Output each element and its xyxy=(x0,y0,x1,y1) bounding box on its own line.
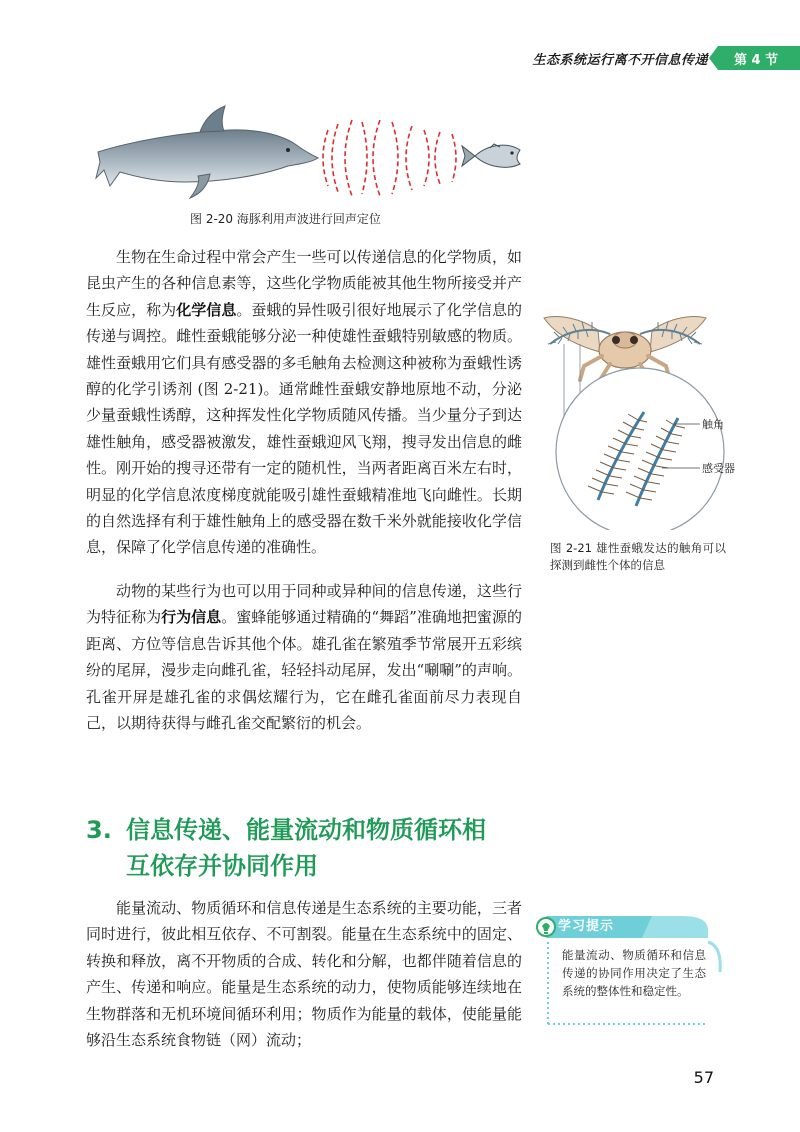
paragraph-text: 。蚕蛾的异性吸引很好地展示了化学信息的传递与调控。雌性蚕蛾能够分泌一种使雄性蚕蛾特别敏感的物质。雄性蚕蛾用它们具有感受器的多毛触角去检测这种被称为蚕蛾性诱醇的化学引诱剂 (图 2-21)。通常雌性蚕蛾安静地原地不动，分泌少量蚕蛾性诱醇，这种挥发性化学物质随风传播。当少量分子到达雄性触角，感受器被激发，雄性蚕蛾迎风飞翔，搜寻发出信息的雌性。刚开始的搜寻还带有一定的随机性，当两者距离百米左右时，明显的化学信息浓度梯度就能吸引雄性蚕蛾精准地飞向雌性。长期的自然选择有利于雄性触角上的感受器在数千米外就能接收化学信息，保障了化学信息传递的准确性。 xyxy=(86,300,522,557)
section-title-line2: 互依存并协同作用 xyxy=(126,852,318,880)
paragraph-text: 生物在生命过程中常会产生一些可以传递信息的化学物质，如昆虫产生的各种信息素等，这些化学物质能被其他生物所接受并产生反应，称为 xyxy=(86,248,522,319)
paragraph-text: 动物的某些行为也可以用于同种或异种间的信息传递，这些行为特征称为 xyxy=(86,582,522,627)
label-receptor: 感受器 xyxy=(702,462,735,475)
paragraph-behavioral-information xyxy=(86,578,522,736)
page-number: 57 xyxy=(693,1068,714,1087)
study-tip-label: 学习提示 xyxy=(558,919,615,934)
term-chemical-information: 化学信息 xyxy=(176,300,237,319)
paragraph-text: 。蜜蜂能够通过精确的“舞蹈”准确地把蜜源的距离、方位等信息告诉其他个体。雄孔雀在繁殖季节常展开五彩缤纷的尾屏，漫步走向雌孔雀，轻轻抖动尾屏，发出“唰唰”的声响。孔雀开屏是雄孔雀的求偶炫耀行为，它在雌孔雀面前尽力表现自己，以期待获得与雌孔雀交配繁衍的机会。 xyxy=(86,608,522,733)
figure-2-21-caption: 图 2-21 雄性蚕蛾发达的触角可以探测到雌性个体的信息 xyxy=(550,541,726,572)
chapter-title: 生态系统运行离不开信息传递 xyxy=(532,52,708,68)
label-antenna: 触角 xyxy=(702,418,724,431)
term-behavioral-information: 行为信息 xyxy=(161,608,222,627)
section-number: 3. xyxy=(86,816,112,844)
page-header xyxy=(532,46,800,70)
lightbulb-icon xyxy=(537,918,555,936)
dolphin-echolocation-figure xyxy=(90,100,530,210)
study-tip-text: 能量流动、物质循环和信息传递的协同作用决定了生态系统的整体性和稳定性。 xyxy=(562,948,706,998)
fish-illustration xyxy=(462,144,520,167)
silkworm-moth-figure xyxy=(540,300,740,530)
figure-2-20-caption: 图 2-20 海豚利用声波进行回声定位 xyxy=(190,212,381,226)
section-heading xyxy=(86,812,486,884)
dolphin-illustration xyxy=(96,106,318,198)
paragraph-chemical-information xyxy=(86,244,522,561)
magnified-view-circle xyxy=(556,368,724,530)
sound-wave-arcs xyxy=(323,120,456,196)
paragraph-function-interdependence xyxy=(86,895,522,1053)
study-tip-box xyxy=(532,912,722,1028)
paragraph-text: 能量流动、物质循环和信息传递是生态系统的主要功能，三者同时进行，彼此相互依存、不可割裂。能量在生态系统中的固定、转换和释放，离不开物质的合成、转化和分解，也都伴随着信息的产生、传递和响应。能量是生态系统的动力，使物质能够连续地在生物群落和无机环境间循环利用；物质作为能量的载体，使能量能够沿生态系统食物链（网）流动； xyxy=(86,899,522,1050)
section-tag: 第 4 节 xyxy=(718,46,800,70)
section-title-line1: 信息传递、能量流动和物质循环相 xyxy=(126,816,486,844)
